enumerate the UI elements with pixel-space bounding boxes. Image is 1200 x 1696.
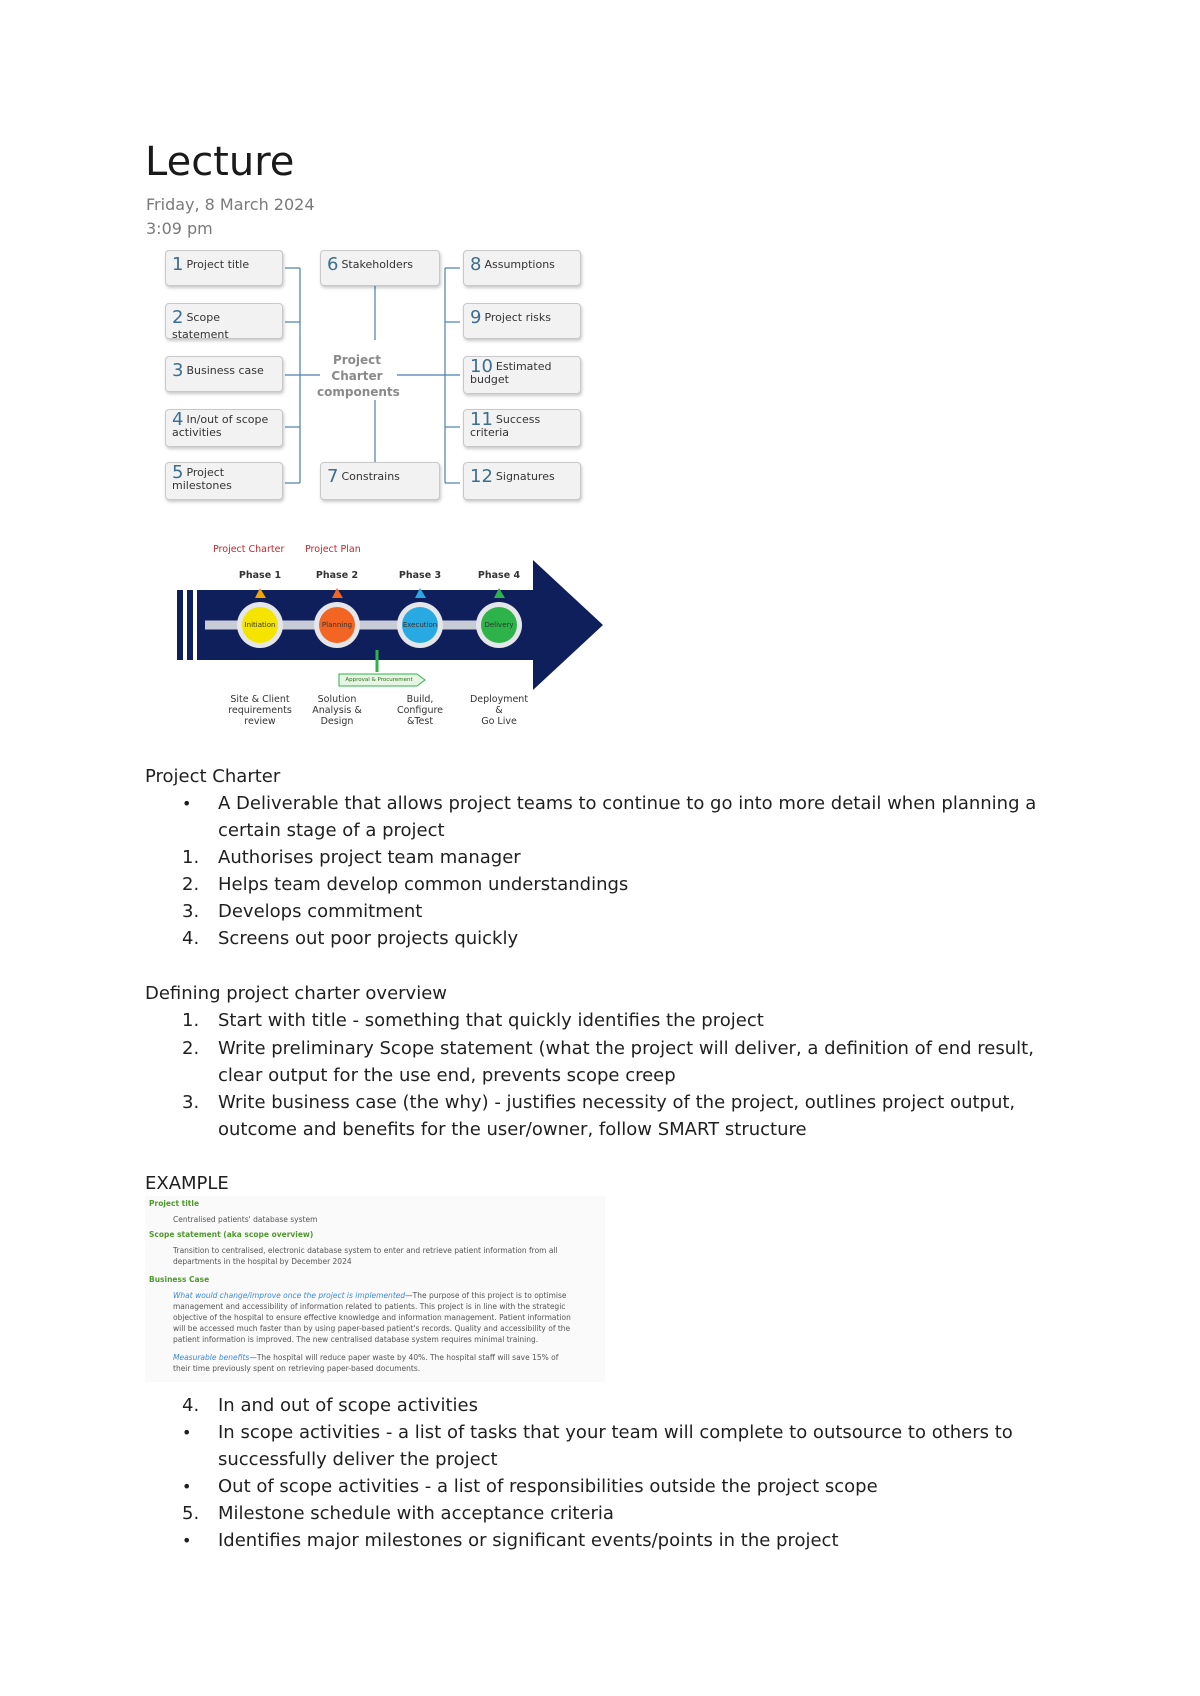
list-item: Out of scope activities - a list of responsibilities outside the project scope [218, 1476, 878, 1497]
component-box: 8 Assumptions [463, 250, 581, 286]
list-item: In and out of scope activities [218, 1395, 478, 1416]
list-number: 2. [182, 874, 200, 895]
list-number: 1. [182, 1010, 200, 1031]
component-box: 9 Project risks [463, 303, 581, 339]
example-image [145, 1196, 605, 1382]
list-number: 3. [182, 901, 200, 922]
bullet-marker: • [182, 1423, 192, 1442]
list-number: 1. [182, 847, 200, 868]
component-box: 4 In/out of scope activities [165, 409, 283, 447]
phase-label: Phase 3 [398, 570, 442, 581]
list-item: Screens out poor projects quickly [218, 928, 519, 949]
approval-label: Approval & Procurement [345, 677, 413, 683]
list-item: Develops commitment [218, 901, 423, 922]
phase-description: Site & Client requirements review [228, 694, 292, 727]
bullet-marker: • [182, 794, 192, 813]
charter-components-figure [145, 240, 600, 507]
list-item: Write preliminary Scope statement (what the project will deliver, a definition of end result, clear output for the use end, prevents scope creep [218, 1038, 1034, 1086]
bullet-marker: • [182, 1531, 192, 1550]
list-item: successfully deliver the project [218, 1449, 498, 1470]
list-number: 5. [182, 1503, 200, 1524]
example-text: Centralised patients' database system [173, 1215, 318, 1224]
charter-center-label: Project Charter components [317, 353, 400, 399]
component-box: 10 Estimated budget [463, 356, 581, 394]
page-time: 3:09 pm [146, 219, 213, 238]
phase-description: Deployment & Go Live [469, 694, 529, 727]
label-project-charter: Project Charter [213, 544, 285, 555]
project-phases-figure [145, 532, 607, 737]
list-item: In scope activities - a list of tasks that your team will complete to outsource to others to [218, 1422, 1013, 1443]
component-box: 11 Success criteria [463, 409, 581, 447]
section-heading-charter: Project Charter [145, 766, 281, 787]
example-heading: Scope statement (aka scope overview) [149, 1230, 314, 1239]
example-heading: Business Case [149, 1275, 210, 1284]
section-heading-example: EXAMPLE [145, 1173, 229, 1194]
list-item: Authorises project team manager [218, 847, 521, 868]
example-text: What would change/improve once the project is implemented—The purpose of this project is to optimise management and accessibility of information related to patients. This project is in line with the strategic objective of the hospital to ensure effective knowledge and information management. Patient information will be accessed much faster than by using paper-based patient's records. Quality and accessibility of the patient information is improved. The new centralised database system requires minimal training. [173, 1291, 571, 1344]
component-box: 5 Project milestones [165, 462, 283, 500]
component-box: 3 Business case [165, 356, 283, 392]
page-title: Lecture [145, 139, 295, 185]
component-box: 7 Constrains [320, 462, 440, 500]
phase-name: Execution [402, 621, 438, 629]
section-heading-overview: Defining project charter overview [145, 983, 448, 1004]
phase-label: Phase 4 [477, 570, 521, 581]
list-number: 3. [182, 1092, 200, 1113]
phase-label: Phase 1 [238, 570, 282, 581]
label-project-plan: Project Plan [305, 544, 361, 555]
example-text: Measurable benefits—The hospital will reduce paper waste by 40%. The hospital staff will save 15% of their time previously spent on retrieving paper-based documents. [173, 1353, 559, 1373]
component-box: 1 Project title [165, 250, 283, 286]
component-box: 12 Signatures [463, 462, 581, 500]
list-item: Identifies major milestones or significant events/points in the project [218, 1530, 839, 1551]
list-item: A Deliverable that allows project teams to continue to go into more detail when planning a certain stage of a project [218, 793, 1037, 841]
list-item: Helps team develop common understandings [218, 874, 629, 895]
example-heading: Project title [149, 1199, 200, 1208]
component-box: 6 Stakeholders [320, 250, 440, 286]
list-number: 4. [182, 928, 200, 949]
example-text: Transition to centralised, electronic database system to enter and retrieve patient information from all departments in the hospital by December 2024 [173, 1246, 558, 1266]
page-date: Friday, 8 March 2024 [146, 195, 315, 214]
phase-name: Delivery [484, 621, 514, 629]
phase-label: Phase 2 [315, 570, 359, 581]
list-item: Write business case (the why) - justifies necessity of the project, outlines project output, outcome and benefits for the user/owner, follow SMART structure [218, 1092, 1016, 1140]
phase-description: Build, Configure &Test [396, 694, 444, 727]
list-number: 2. [182, 1038, 200, 1059]
phase-name: Initiation [244, 621, 276, 629]
list-item: Milestone schedule with acceptance criteria [218, 1503, 614, 1524]
phase-description: Solution Analysis & Design [312, 694, 362, 727]
component-box: 2 Scope statement [165, 303, 283, 339]
list-item: Start with title - something that quickly identifies the project [218, 1010, 764, 1031]
phase-name: Planning [321, 621, 353, 629]
list-number: 4. [182, 1395, 200, 1416]
bullet-marker: • [182, 1477, 192, 1496]
